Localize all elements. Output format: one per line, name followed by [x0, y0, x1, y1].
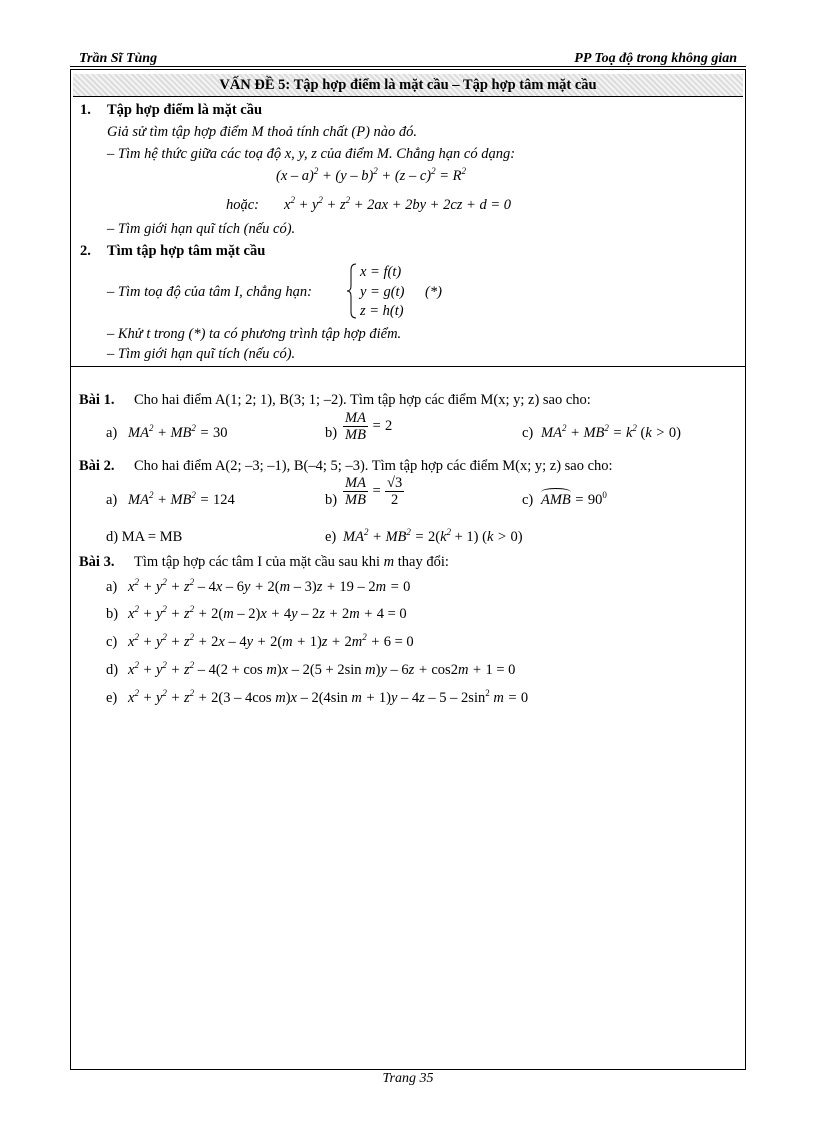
bai2-d: d) MA = MB [106, 529, 183, 545]
section1-line1: Giả sử tìm tập hợp điểm M thoả tính chất (P) nào đó. [107, 124, 418, 140]
bai3-d-label: d) [106, 662, 119, 678]
bai3-c-eq: $x^2 + y^2 + z^2 + 2x - 4y + 2(m + 1)z + 2m^2 + 6 = 0$ [128, 632, 414, 650]
section2-line3: – Tìm giới hạn quĩ tích (nếu có). [107, 346, 296, 362]
bai3-text-m: m [383, 554, 395, 570]
bai3-label: Bài 3. [79, 554, 115, 570]
system-star: (*) [425, 284, 442, 300]
bai2-c-eq: AMB = $90^0$ [541, 490, 607, 508]
bai1-a-label: a) [106, 425, 118, 441]
bai2-e-eq: $MA^2 + MB^2 = 2(k^2 + 1) (k > 0)$ [343, 527, 523, 545]
bai3-text-end: thay đổi: [397, 554, 449, 570]
bai3-e-label: e) [106, 690, 118, 706]
header-title: PP Toạ độ trong không gian [574, 51, 737, 66]
bai3-e-eq: $x^2 + y^2 + z^2 + 2(3 - 4\cos$ m)x – 2(4sin $m + 1)y - 4z - 5 - 2\sin^2$ m = 0 [128, 688, 529, 706]
header-author: Trần Sĩ Tùng [79, 51, 158, 66]
bai1-c-eq: $MA^2 + MB^2 = k^2$ (k > 0) [541, 423, 681, 441]
sphere-equation-general: $x^2 + y^2 + z^2 + 2ax + 2by + 2cz + d = 0$ [284, 195, 511, 213]
section1-line3: – Tìm giới hạn quĩ tích (nếu có). [107, 221, 296, 237]
bai1-c-label: c) [522, 425, 534, 441]
bai2-a-eq: $MA^2 + MB^2 = 124$ [128, 490, 235, 508]
bai2-label: Bài 2. [79, 458, 115, 474]
bai3-a-label: a) [106, 579, 118, 595]
header-rule [70, 66, 746, 67]
section2-title: Tìm tập hợp tâm mặt cầu [107, 243, 266, 259]
bai1-a-eq: $MA^2 + MB^2 = 30$ [128, 423, 228, 441]
bai3-a-eq: $x^2 + y^2 + z^2 - 4x - 6y + 2(m - 3)z + 19 - 2m = 0$ [128, 577, 411, 595]
bai1-b-eq: $\frac{MA}{MB}$ = 2 [345, 410, 393, 443]
section1-number: 1. [80, 102, 91, 118]
bai1-label: Bài 1. [79, 392, 115, 408]
bai1-text: Cho hai điểm A(1; 2; 1), B(3; 1; –2). Tìm tập hợp các điểm M(x; y; z) sao cho: [134, 392, 591, 408]
bai1-b-label: b) [325, 425, 338, 441]
banner-title: VẤN ĐỀ 5: Tập hợp điểm là mặt cầu – Tập hợp tâm mặt cầu [219, 77, 597, 93]
bai2-text: Cho hai điểm A(2; –3; –1), B(–4; 5; –3). Tìm tập hợp các điểm M(x; y; z) sao cho: [134, 458, 613, 474]
page-number: Trang 35 [382, 1071, 434, 1086]
bai3-text-main: Tìm tập hợp các tâm I của mặt cầu sau khi [134, 554, 381, 570]
bai2-a-label: a) [106, 492, 118, 508]
system-eq2: y = g(t) [360, 284, 405, 300]
bai3-d-eq: $x^2 + y^2 + z^2 - 4(2 + \cos m)x - 2(5 + 2\sin$ m)y – 6z + cos2m + 1 = 0 [128, 660, 516, 678]
system-eq1: x = f(t) [360, 264, 402, 280]
bai2-b-eq: $\frac{MA}{MB}$ = $\frac{√3}{2}$ [345, 475, 403, 508]
sphere-equation-standard: $(x - a)^2 + (y - b)^2 + (z - c)^2 = R^2$ [276, 166, 466, 184]
hoac-label: hoặc: [226, 197, 260, 213]
system-brace [347, 263, 357, 319]
section1-line2: – Tìm hệ thức giữa các toạ độ x, y, z của điểm M. Chẳng hạn có dạng: [107, 146, 516, 162]
topic-banner [73, 74, 743, 97]
bai2-e-label: e) [325, 529, 337, 545]
bai2-c-label: c) [522, 492, 534, 508]
bai2-b-label: b) [325, 492, 338, 508]
section2-line1: – Tìm toạ độ của tâm I, chẳng hạn: [107, 284, 312, 300]
bai3-b-eq: $x^2 + y^2 + z^2 + 2(m - 2)x + 4y - 2z + 2m + 4 = 0$ [128, 604, 407, 622]
section2-number: 2. [80, 243, 91, 259]
bai3-text [134, 554, 449, 571]
system-eq3: z = h(t) [360, 303, 404, 319]
bai3-c-label: c) [106, 634, 118, 650]
bai3-b-label: b) [106, 606, 119, 622]
section1-title: Tập hợp điểm là mặt cầu [107, 102, 263, 118]
section-separator [70, 366, 746, 367]
section2-line2: – Khử t trong (*) ta có phương trình tập hợp điểm. [107, 326, 402, 342]
